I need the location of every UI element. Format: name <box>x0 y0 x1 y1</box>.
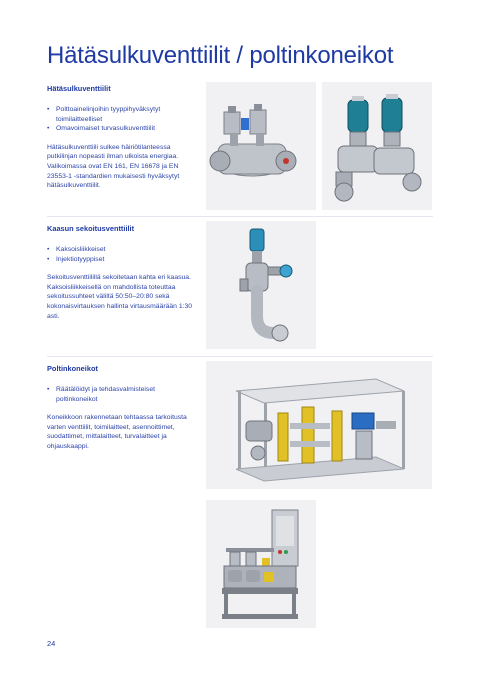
burner-unit-image-large <box>206 361 432 489</box>
emergency-valve-image-right <box>322 82 432 210</box>
section-divider <box>47 356 433 357</box>
bullet-item: • Polttoainelinjoihin tyyppihyväksytyt toimilaitteelliset <box>47 105 197 124</box>
bullet-item: • Räätälöidyt ja tehdasvalmisteiset poltinkoneikot <box>47 385 197 404</box>
section-heading: Poltinkoneikot <box>47 364 98 373</box>
bullet-item: • Kaksoisliikkeiset <box>47 245 197 255</box>
section-heading: Hätäsulkuventtiilit <box>47 84 111 93</box>
bullet-item: • Omavoimaiset turvasulkuventtiilit <box>47 124 197 134</box>
bullet-list <box>47 385 197 404</box>
section-heading: Kaasun sekoitusventtiilit <box>47 224 135 233</box>
bullet-item: • Injektiotyyppiset <box>47 255 197 265</box>
bullet-list <box>47 105 197 134</box>
section-text <box>47 224 197 321</box>
section-paragraph: Sekoitusventtiilillä sekoitetaan kahta eri kaasua. Kaksoisliikkeisellä on mahdollista toteuttaa sekoitussuhteet väliltä 50:50–20:80 sekä kokonaisvirtauksen hallinta virtausmäärään 1:30 asti. <box>47 274 193 320</box>
page-number: 24 <box>47 639 56 648</box>
page-title: Hätäsulkuventtiilit / poltinkoneikot <box>47 42 394 69</box>
section-paragraph: Koneikkoon rakennetaan tehtaassa tarkoitusta varten venttiilit, toimilaitteet, asennoittimet, suodattimet, mittalaitteet, turvalaitteet ja ohjauskaappi. <box>47 414 187 450</box>
gas-mixing-valve-image <box>206 221 316 349</box>
emergency-valve-image-left <box>206 82 316 210</box>
section-text <box>47 364 197 452</box>
burner-unit-image-small <box>206 500 316 628</box>
section-text <box>47 84 197 191</box>
bullet-list <box>47 245 197 264</box>
section-divider <box>47 216 433 217</box>
section-paragraph: Hätäsulkuventtiili sulkee häiriötilanteessa putkilinjan nopeasti ilman ulkoista energiaa. Valikoimassa ovat EN 161, EN 16678 ja EN 23553-1 -standardien mukaisesti hyväksytyt hätäsulkuventtiilit. <box>47 143 180 190</box>
